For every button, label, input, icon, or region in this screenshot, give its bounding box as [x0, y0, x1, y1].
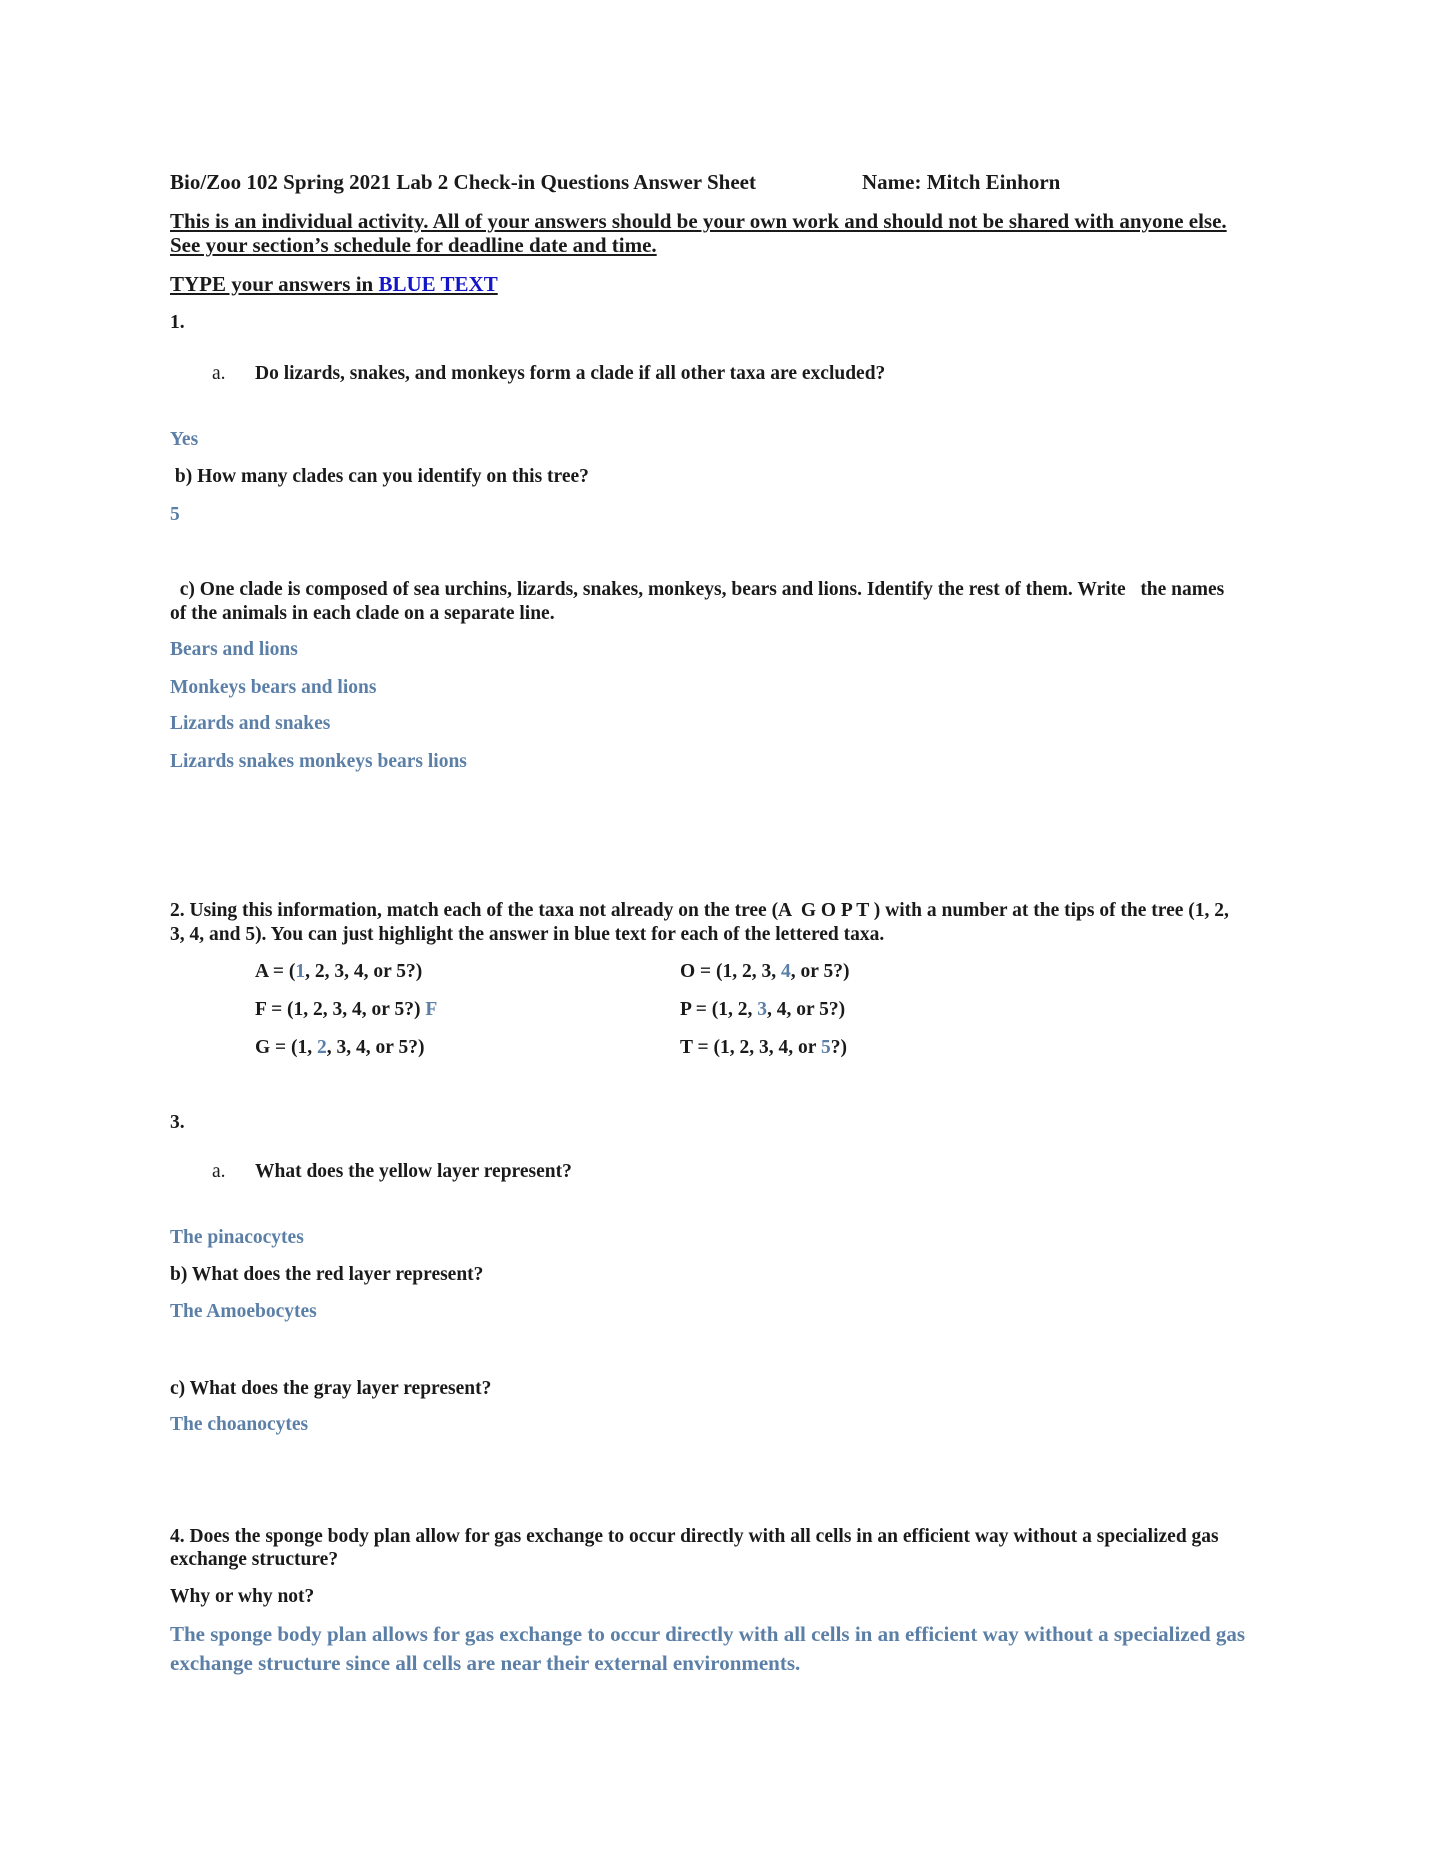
match-O: O = (1, 2, 3, 4, or 5?) — [680, 961, 850, 982]
match-T: T = (1, 2, 3, 4, or 5?) — [680, 1037, 847, 1058]
answer-3a: The pinacocytes — [170, 1227, 304, 1248]
question-2-line-2: 3, 4, and 5). You can just highlight the answer in blue text for each of the lettered taxa. — [170, 924, 885, 945]
selected-answer: 5 — [820, 1037, 831, 1058]
question-2-line-1: 2. Using this information, match each of the taxa not already on the tree (A G O P T ) with a number at the tips of the tree (1, 2, — [170, 900, 1229, 921]
answer-1a: Yes — [170, 429, 199, 450]
selected-answer: 2 — [317, 1037, 327, 1058]
blue-text-label: BLUE TEXT — [378, 272, 498, 296]
question-3-number: 3. — [170, 1112, 185, 1133]
question-3a-text: What does the yellow layer represent? — [255, 1161, 572, 1182]
selected-answer: 3 — [757, 999, 767, 1020]
question-4-why: Why or why not? — [170, 1586, 315, 1607]
question-1a-label: a. — [212, 363, 226, 384]
type-instruction — [170, 272, 498, 296]
match-A: A = (1, 2, 3, 4, or 5?) — [255, 961, 423, 982]
answer-3c: The choanocytes — [170, 1414, 309, 1435]
question-1-number: 1. — [170, 312, 185, 333]
match-G: G = (1, 2, 3, 4, or 5?) — [255, 1037, 425, 1058]
instruction-line-2: See your section’s schedule for deadline date and time. — [170, 233, 657, 257]
match-P: P = (1, 2, 3, 4, or 5?) — [680, 999, 846, 1020]
question-1c-line-1: c) One clade is composed of sea urchins, lizards, snakes, monkeys, bears and lions. Identify the rest of them. Write the names — [170, 579, 1225, 600]
type-instruction-prefix: TYPE your answers in — [170, 272, 379, 296]
answer-3b: The Amoebocytes — [170, 1301, 317, 1322]
question-4-line-1: 4. Does the sponge body plan allow for gas exchange to occur directly with all cells in an efficient way without a specialized gas — [170, 1526, 1219, 1547]
question-3b-text: b) What does the red layer represent? — [170, 1264, 484, 1285]
document-title: Bio/Zoo 102 Spring 2021 Lab 2 Check-in Questions Answer Sheet — [170, 170, 756, 194]
question-4-line-2: exchange structure? — [170, 1549, 339, 1570]
answer-1c-item: Lizards and snakes — [170, 713, 331, 734]
answer-1c-item: Bears and lions — [170, 639, 298, 660]
question-3a-label: a. — [212, 1161, 226, 1182]
answer-4: The sponge body plan allows for gas exchange to occur directly with all cells in an efficient way without a specialized gas exchange structure since all cells are near their external environments. — [170, 1622, 1246, 1675]
question-3c-text: c) What does the gray layer represent? — [170, 1378, 492, 1399]
answer-1c-item: Lizards snakes monkeys bears lions — [170, 751, 467, 772]
selected-answer: F — [425, 999, 438, 1020]
answer-1c-item: Monkeys bears and lions — [170, 677, 377, 698]
question-1c-line-2: of the animals in each clade on a separate line. — [170, 603, 555, 624]
question-1b-text: b) How many clades can you identify on this tree? — [170, 466, 589, 487]
match-F: F = (1, 2, 3, 4, or 5?) F — [255, 999, 438, 1020]
question-1a-text: Do lizards, snakes, and monkeys form a clade if all other taxa are excluded? — [255, 363, 886, 384]
answer-1b: 5 — [170, 504, 180, 525]
instruction-line-1: This is an individual activity. All of your answers should be your own work and should not be shared with anyone else. — [170, 209, 1227, 233]
selected-answer: 1 — [295, 961, 306, 982]
student-name: Name: Mitch Einhorn — [862, 170, 1061, 194]
selected-answer: 4 — [781, 961, 791, 982]
